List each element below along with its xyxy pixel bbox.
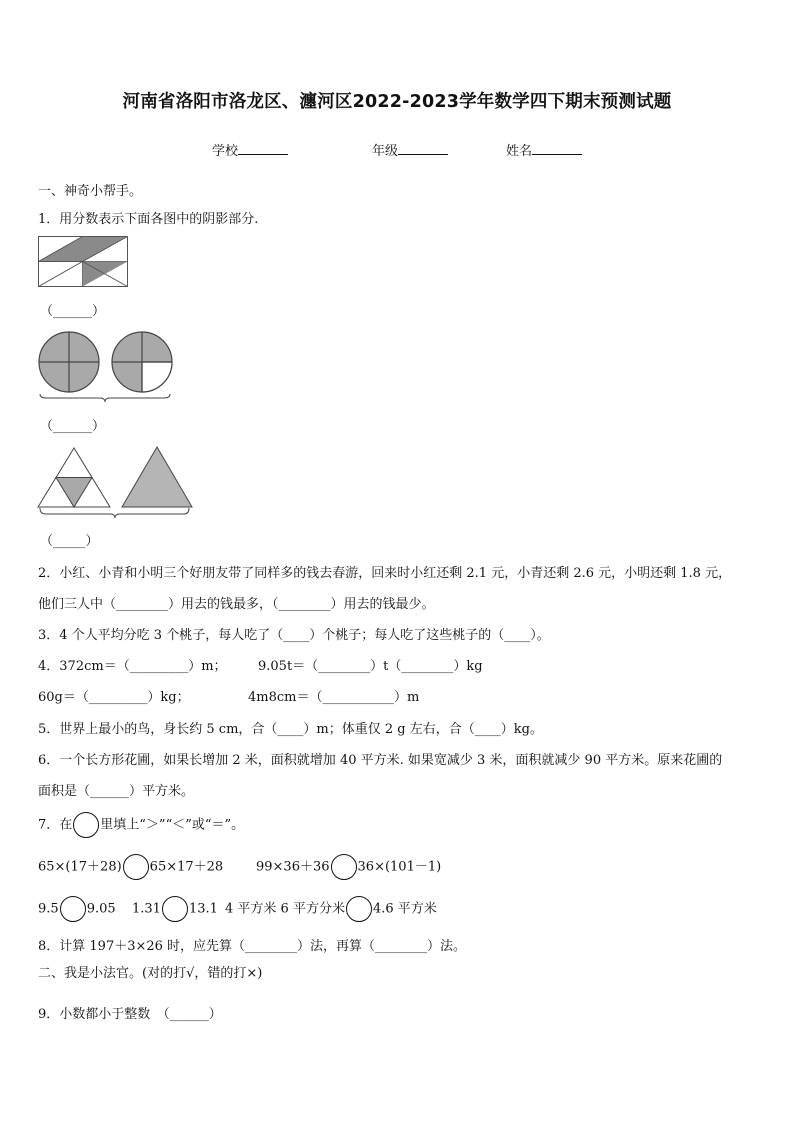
answer-blank-1[interactable]: （______）	[40, 304, 106, 319]
name-label: 姓名	[506, 144, 533, 159]
question-4-a: 4．372cm＝（_________）m；	[38, 659, 227, 674]
figure-rectangle-triangles	[38, 236, 130, 288]
question-7	[38, 812, 244, 838]
compare-right: 65×17＋28	[149, 859, 224, 875]
section-2-heading: 二、我是小法官。(对的打√，错的打×)	[38, 966, 263, 981]
question-2-line-2: 他们三人中（________）用去的钱最多，（________）用去的钱最少。	[38, 597, 435, 612]
question-7-suffix: 里填上“＞”“＜”或“＝”。	[100, 817, 245, 833]
compare-left: 99×36＋36	[256, 859, 330, 875]
question-5: 5．世界上最小的鸟，身长约 5 cm，合（____）m；体重仅 2 g 左右，合（____）kg。	[38, 722, 543, 737]
answer-blank-3[interactable]: （_____）	[40, 534, 99, 549]
question-1: 1．用分数表示下面各图中的阴影部分.	[38, 212, 259, 227]
compare-row-2a	[38, 896, 116, 922]
school-blank[interactable]	[238, 142, 288, 155]
section-1-heading: 一、神奇小帮手。	[38, 184, 143, 199]
grade-blank[interactable]	[398, 142, 448, 155]
school-field	[212, 140, 288, 159]
question-6-line-2: 面积是（______）平方米。	[38, 784, 195, 799]
compare-left: 1.31	[132, 901, 161, 917]
answer-blank-2[interactable]: （______）	[40, 419, 106, 434]
question-4-c: 60g＝（_________）kg；	[38, 690, 190, 705]
name-field	[506, 140, 582, 159]
compare-right: 4.6 平方米	[372, 901, 437, 917]
compare-row-2c	[225, 896, 437, 922]
question-7-prefix: 7．在	[38, 817, 73, 833]
compare-row-1a	[38, 854, 223, 880]
compare-row-2b	[132, 896, 218, 922]
compare-circle-example	[73, 812, 99, 838]
figure-triangles	[38, 444, 194, 520]
compare-left: 4 平方米 6 平方分米	[225, 901, 345, 917]
compare-circle[interactable]	[123, 854, 149, 880]
question-4-d: 4m8cm＝（___________）m	[248, 690, 420, 705]
question-4-b: 9.05t＝（________）t（________）kg	[258, 659, 483, 674]
compare-circle[interactable]	[346, 896, 372, 922]
compare-circle[interactable]	[60, 896, 86, 922]
compare-circle[interactable]	[331, 854, 357, 880]
question-3: 3．4 个人平均分吃 3 个桃子，每人吃了（____）个桃子；每人吃了这些桃子的（____）。	[38, 628, 550, 643]
compare-left: 9.5	[38, 901, 59, 917]
compare-right: 13.1	[188, 901, 218, 917]
school-label: 学校	[212, 144, 239, 159]
question-9: 9．小数都小于整数 （______）	[38, 1007, 222, 1022]
compare-left: 65×(17＋28)	[38, 859, 122, 875]
compare-row-1b	[256, 854, 441, 880]
question-6-line-1: 6．一个长方形花圃，如果长增加 2 米，面积就增加 40 平方米. 如果宽减少 3 米，面积就减少 90 平方米。原来花圃的	[38, 753, 723, 768]
compare-right: 9.05	[86, 901, 116, 917]
grade-label: 年级	[372, 144, 399, 159]
name-blank[interactable]	[532, 142, 582, 155]
question-8: 8．计算 197＋3×26 时，应先算（________）法，再算（________）法。	[38, 939, 467, 954]
compare-right: 36×(101－1)	[357, 859, 442, 875]
grade-field	[372, 140, 448, 159]
page-title: 河南省洛阳市洛龙区、瀍河区2022-2023学年数学四下期末预测试题	[122, 92, 672, 112]
question-2-line-1: 2．小红、小青和小明三个好朋友带了同样多的钱去春游，回来时小红还剩 2.1 元，小青还剩 2.6 元，小明还剩 1.8 元，	[38, 566, 732, 581]
figure-circles	[38, 332, 172, 404]
compare-circle[interactable]	[162, 896, 188, 922]
